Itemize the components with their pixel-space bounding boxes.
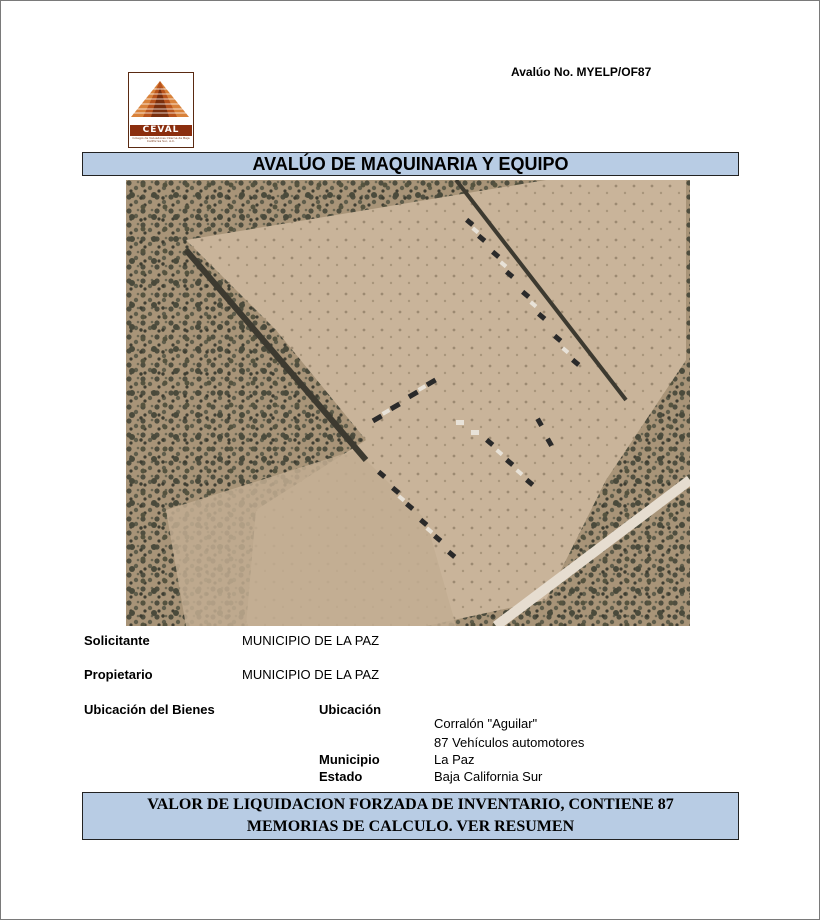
logo-subtext: Colegio de Valuadores Interna de Baja California Sur, A.C. xyxy=(132,137,190,143)
ceval-logo xyxy=(128,72,194,148)
appraisal-number: Avalúo No. MYELP/OF87 xyxy=(511,65,652,79)
summary-line-2: MEMORIAS DE CALCULO. VER RESUMEN xyxy=(246,818,575,835)
ubicacion-label: Ubicación xyxy=(319,702,382,717)
document-title: AVALÚO DE MAQUINARIA Y EQUIPO xyxy=(82,152,739,176)
ubicacion-line1: Corralón "Aguilar" xyxy=(434,716,538,731)
estado-label: Estado xyxy=(319,769,363,784)
aerial-photo xyxy=(126,180,690,626)
ubicacion-line2: 87 Vehículos automotores xyxy=(434,735,585,750)
propietario-label: Propietario xyxy=(84,667,153,682)
propietario-value: MUNICIPIO DE LA PAZ xyxy=(242,667,380,682)
municipio-value: La Paz xyxy=(434,752,475,767)
aerial-satellite-image xyxy=(126,180,690,626)
solicitante-value: MUNICIPIO DE LA PAZ xyxy=(242,633,380,648)
solicitante-label: Solicitante xyxy=(84,633,150,648)
logo-wordmark: CEVAL xyxy=(130,125,192,136)
valuation-summary-banner xyxy=(82,792,739,840)
logo-building-icon xyxy=(129,73,191,125)
ubicacion-bienes-label: Ubicación del Bienes xyxy=(84,702,215,717)
estado-value: Baja California Sur xyxy=(434,769,543,784)
summary-line-1: VALOR DE LIQUIDACION FORZADA DE INVENTARIO, CONTIENE 87 xyxy=(147,796,674,813)
municipio-label: Municipio xyxy=(319,752,380,767)
